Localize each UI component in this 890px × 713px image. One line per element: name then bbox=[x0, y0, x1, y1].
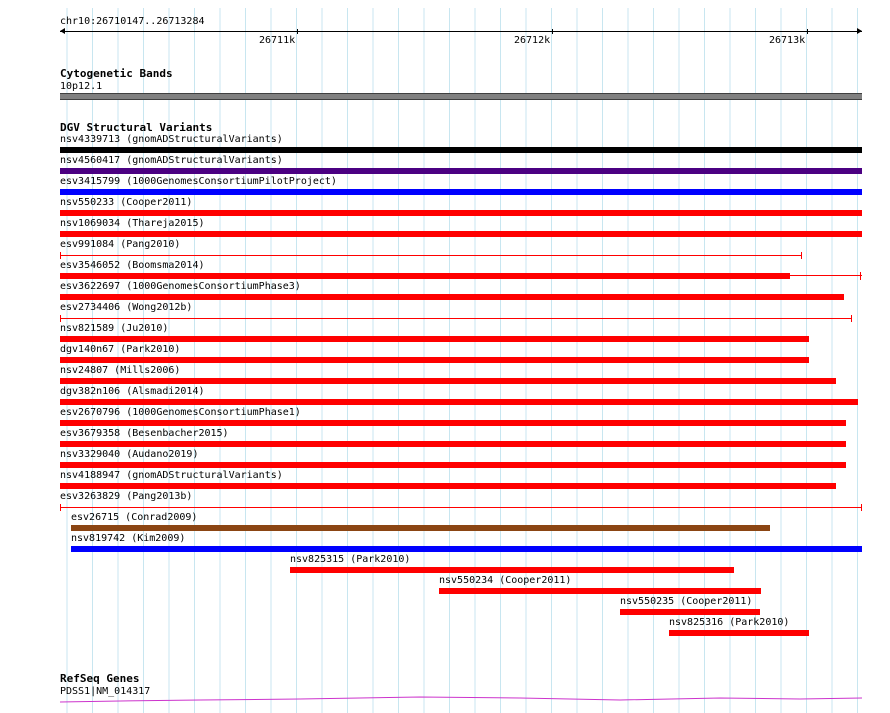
variant-feature[interactable] bbox=[60, 168, 862, 174]
ruler-line bbox=[60, 31, 862, 32]
ruler-tick bbox=[297, 29, 298, 34]
refseq-gene-feature[interactable] bbox=[0, 695, 890, 705]
variant-feature[interactable] bbox=[60, 378, 836, 384]
cytoband-label: 10p12.1 bbox=[60, 81, 103, 92]
ruler-tick-label: 26712k bbox=[514, 35, 551, 46]
ruler-tick bbox=[552, 29, 553, 34]
variant-label: nsv4188947 (gnomADStructuralVariants) bbox=[60, 470, 283, 481]
variant-label: nsv550234 (Cooper2011) bbox=[439, 575, 572, 586]
refseq-gene-label[interactable]: PDSS1|NM_014317 bbox=[60, 686, 151, 697]
arrow-left-icon[interactable] bbox=[60, 28, 65, 34]
variant-label: nsv1069034 (Thareja2015) bbox=[60, 218, 205, 229]
variant-label: esv3546052 (Boomsma2014) bbox=[60, 260, 205, 271]
variant-label: nsv550233 (Cooper2011) bbox=[60, 197, 193, 208]
track-title-cytobands: Cytogenetic Bands bbox=[60, 67, 173, 80]
ruler-tick-label: 26711k bbox=[259, 35, 296, 46]
variant-label: esv3263829 (Pang2013b) bbox=[60, 491, 193, 502]
variant-feature[interactable] bbox=[60, 336, 809, 342]
ruler-tick bbox=[807, 29, 808, 34]
track-title-refseq: RefSeq Genes bbox=[60, 672, 140, 685]
variant-label: nsv24807 (Mills2006) bbox=[60, 365, 181, 376]
variant-label: esv2734406 (Wong2012b) bbox=[60, 302, 193, 313]
variant-feature[interactable] bbox=[439, 588, 761, 594]
variant-label: nsv4339713 (gnomADStructuralVariants) bbox=[60, 134, 283, 145]
variant-feature[interactable] bbox=[669, 630, 809, 636]
variant-label: nsv821589 (Ju2010) bbox=[60, 323, 169, 334]
variant-label: dgv140n67 (Park2010) bbox=[60, 344, 181, 355]
variant-feature[interactable] bbox=[60, 357, 809, 363]
variant-feature[interactable] bbox=[620, 609, 760, 615]
variant-endcap bbox=[60, 504, 61, 511]
variant-feature[interactable] bbox=[60, 294, 844, 300]
variant-label: nsv819742 (Kim2009) bbox=[71, 533, 186, 544]
variant-feature[interactable] bbox=[60, 420, 846, 426]
variant-endcap bbox=[861, 504, 862, 511]
variant-label: esv3622697 (1000GenomesConsortiumPhase3) bbox=[60, 281, 301, 292]
cytoband-bar[interactable] bbox=[60, 93, 862, 100]
variant-endcap bbox=[801, 252, 802, 259]
variant-label: nsv4560417 (gnomADStructuralVariants) bbox=[60, 155, 283, 166]
variant-label: dgv382n106 (Alsmadi2014) bbox=[60, 386, 205, 397]
refseq-gene-line[interactable] bbox=[60, 697, 862, 702]
variant-label: nsv550235 (Cooper2011) bbox=[620, 596, 753, 607]
variant-tail bbox=[790, 275, 862, 276]
variant-label: esv26715 (Conrad2009) bbox=[71, 512, 198, 523]
variant-label: nsv3329040 (Audano2019) bbox=[60, 449, 199, 460]
variant-label: esv991084 (Pang2010) bbox=[60, 239, 181, 250]
variant-endcap bbox=[860, 272, 861, 280]
variant-label: nsv825316 (Park2010) bbox=[669, 617, 790, 628]
variant-feature[interactable] bbox=[60, 507, 862, 508]
variant-label: esv3679358 (Besenbacher2015) bbox=[60, 428, 229, 439]
variant-feature[interactable] bbox=[60, 399, 858, 405]
track-title-dgv: DGV Structural Variants bbox=[60, 121, 213, 134]
variant-feature[interactable] bbox=[71, 546, 862, 552]
variant-feature[interactable] bbox=[60, 273, 790, 279]
variant-feature[interactable] bbox=[60, 255, 802, 256]
variant-feature[interactable] bbox=[60, 462, 846, 468]
variant-feature[interactable] bbox=[60, 189, 862, 195]
variant-endcap bbox=[851, 315, 852, 322]
variant-feature[interactable] bbox=[60, 231, 862, 237]
variant-endcap bbox=[60, 315, 61, 322]
variant-feature[interactable] bbox=[60, 210, 862, 216]
variant-feature[interactable] bbox=[60, 147, 862, 153]
variant-feature[interactable] bbox=[60, 318, 852, 319]
position-label: chr10:26710147..26713284 bbox=[60, 16, 205, 27]
variant-feature[interactable] bbox=[60, 483, 836, 489]
variant-label: nsv825315 (Park2010) bbox=[290, 554, 411, 565]
variant-label: esv3415799 (1000GenomesConsortiumPilotProject) bbox=[60, 176, 337, 187]
variant-feature[interactable] bbox=[71, 525, 770, 531]
arrow-right-icon[interactable] bbox=[857, 28, 862, 34]
variant-endcap bbox=[60, 252, 61, 259]
variant-feature[interactable] bbox=[290, 567, 734, 573]
ruler-tick-label: 26713k bbox=[769, 35, 806, 46]
variant-label: esv2670796 (1000GenomesConsortiumPhase1) bbox=[60, 407, 301, 418]
variant-feature[interactable] bbox=[60, 441, 846, 447]
